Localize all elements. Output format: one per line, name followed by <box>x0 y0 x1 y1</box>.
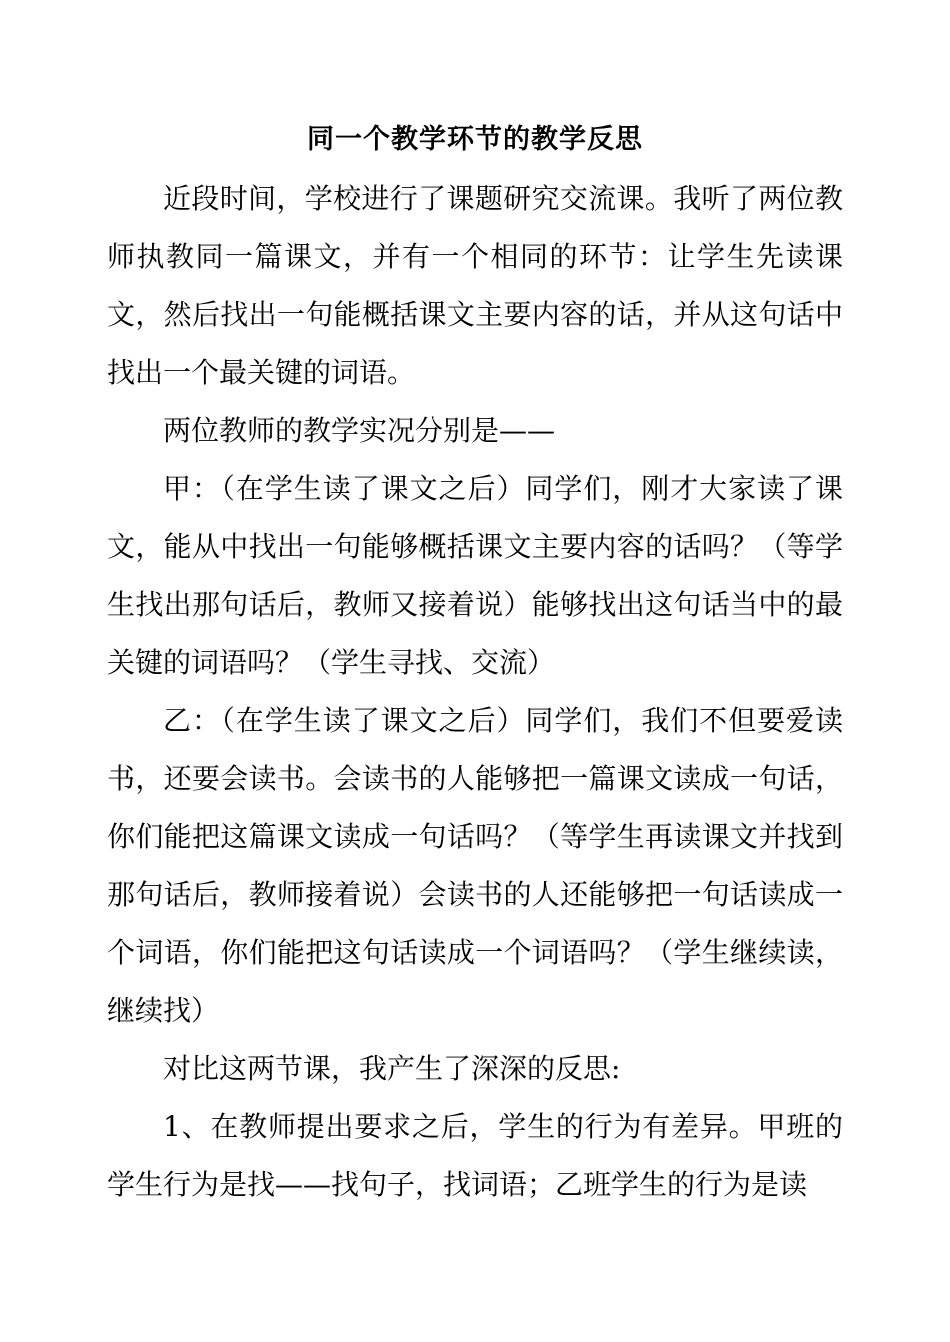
paragraph-teacher-a: 甲：（在学生读了课文之后）同学们，刚才大家读了课文，能从中找出一句能够概括课文主要内容的话吗？（等学生找出那句话后，教师又接着说）能够找出这句话当中的最关键的词语吗？（学生寻找、交流） <box>107 472 843 679</box>
paragraph-overview: 两位教师的教学实况分别是—— <box>163 414 556 447</box>
document-body <box>107 170 843 1214</box>
paragraph-reflection-point-1: 1、在教师提出要求之后，学生的行为有差异。甲班的学生行为是找——找句子，找词语；乙班学生的行为是读 <box>107 1110 843 1201</box>
paragraph-teacher-b: 乙：（在学生读了课文之后）同学们，我们不但要爱读书，还要会读书。会读书的人能够把一篇课文读成一句话，你们能把这篇课文读成一句话吗？（等学生再读课文并找到那句话后，教师接着说）会读书的人还能够把一句话读成一个词语，你们能把这句话读成一个词语吗？（学生继续读，继续找） <box>107 704 843 1027</box>
document-title: 同一个教学环节的教学反思 <box>307 124 643 155</box>
paragraph-reflection-intro: 对比这两节课，我产生了深深的反思: <box>163 1052 621 1085</box>
paragraph-intro: 近段时间，学校进行了课题研究交流课。我听了两位教师执教同一篇课文，并有一个相同的环节：让学生先读课文，然后找出一句能概括课文主要内容的话，并从这句话中找出一个最关键的词语。 <box>107 182 843 389</box>
